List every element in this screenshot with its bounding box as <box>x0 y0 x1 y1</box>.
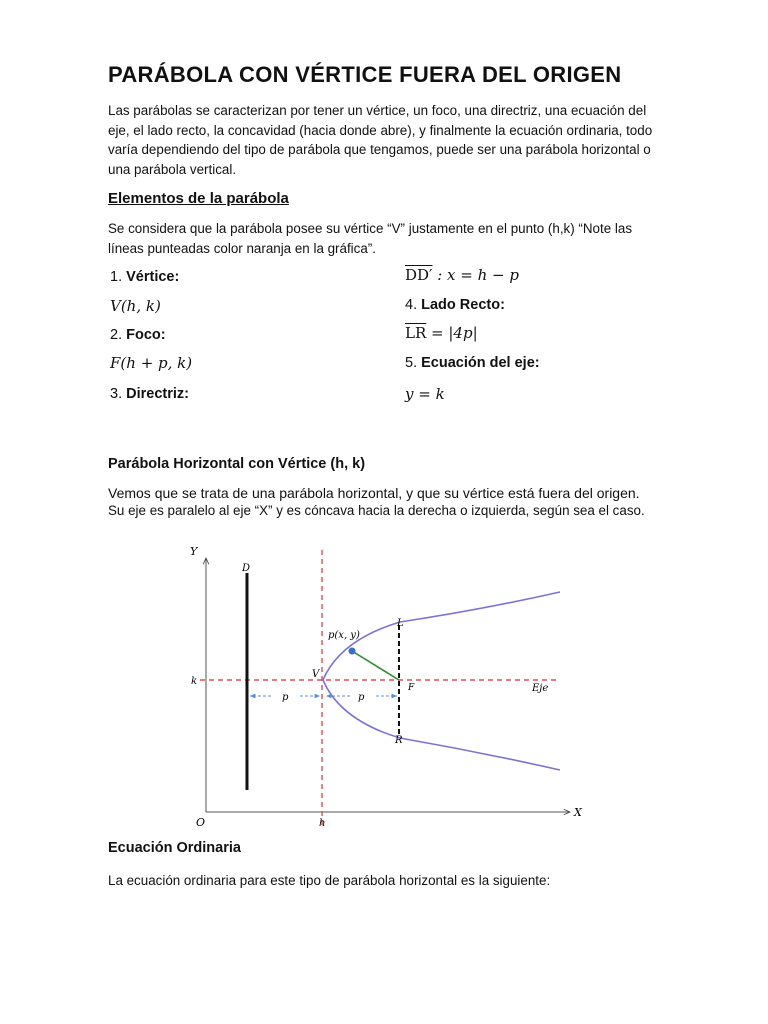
label-focus: F <box>408 683 415 693</box>
latus-rectum-number: 4. <box>405 297 422 313</box>
label-k: k <box>191 676 198 687</box>
vertex-note-paragraph: Se considera que la parábola posee su vértice “V” justamente en el punto (h,k) “Note las líneas punteadas color naranja en la gráfica”. <box>108 221 633 256</box>
vertex-number: 1. <box>110 269 127 285</box>
axis-equation-formula: y = k <box>405 385 445 403</box>
ordinaria-heading: Ecuación Ordinaria <box>108 840 241 856</box>
latus-rectum-item <box>405 297 505 313</box>
ordinaria-paragraph: La ecuación ordinaria para este tipo de parábola horizontal es la siguiente: <box>108 873 551 888</box>
horizontal-heading: Parábola Horizontal con Vértice (h, k) <box>108 456 366 472</box>
label-p-left: p <box>282 692 289 703</box>
label-x-axis: X <box>574 806 582 819</box>
label-r: R <box>395 735 403 746</box>
focus-item <box>110 327 166 343</box>
directrix-formula-rest: : x = h − p <box>432 266 519 284</box>
directrix-formula <box>405 266 519 284</box>
elements-heading: Elementos de la parábola <box>108 190 289 207</box>
axis-equation-label: Ecuación del eje: <box>421 355 540 371</box>
label-axis: Eje <box>532 683 549 694</box>
focus-label: Foco: <box>126 327 166 343</box>
latus-rectum-formula-name: $\overline{LR}$ <box>405 324 427 342</box>
label-l: L <box>397 618 404 629</box>
vertex-item <box>110 269 179 285</box>
label-origin: O <box>196 816 206 829</box>
focus-formula: F(h + p, k) <box>110 354 193 372</box>
horizontal-line-1: Vemos que se trata de una parábola horizontal, y que su vértice está fuera del origen. <box>108 485 640 501</box>
vertex-label: Vértice: <box>126 269 180 285</box>
parabola-figure <box>180 540 590 830</box>
directrix-formula-name: DD′ <box>405 266 433 284</box>
parabola-point <box>349 648 356 655</box>
latus-rectum-formula-rest: = |4p| <box>426 324 478 342</box>
directrix-number: 3. <box>110 386 127 402</box>
vertex-formula: V(h, k) <box>110 297 161 315</box>
latus-rectum-formula <box>405 324 478 342</box>
label-h: h <box>319 818 326 829</box>
axis-equation-item <box>405 355 540 371</box>
label-y-axis: Y <box>190 545 198 558</box>
label-point: p(x, y) <box>328 630 360 641</box>
latus-rectum-label: Lado Recto: <box>421 297 505 313</box>
page-title: PARÁBOLA CON VÉRTICE FUERA DEL ORIGEN <box>108 62 622 87</box>
axis-equation-number: 5. <box>405 355 422 371</box>
parabola-curve <box>323 592 560 770</box>
label-p-right: p <box>358 692 365 703</box>
label-directrix-d: D <box>242 563 251 574</box>
label-vertex: V <box>312 669 320 680</box>
focus-number: 2. <box>110 327 127 343</box>
directrix-item <box>110 386 189 402</box>
directrix-label: Directriz: <box>126 386 189 402</box>
horizontal-line-2: Su eje es paralelo al eje “X” y es cóncava hacia la derecha o izquierda, según sea el caso. <box>108 503 645 518</box>
point-focus-segment <box>352 651 399 680</box>
intro-paragraph: Las parábolas se caracterizan por tener un vértice, un foco, una directriz, una ecuación del eje, el lado recto, la concavidad (hacia donde abre), y finalmente la ecuación ordinaria, todo varía dependiendo del tipo de parábola que tengamos, puede ser una parábola horizontal o una parábola vertical. <box>108 103 653 177</box>
